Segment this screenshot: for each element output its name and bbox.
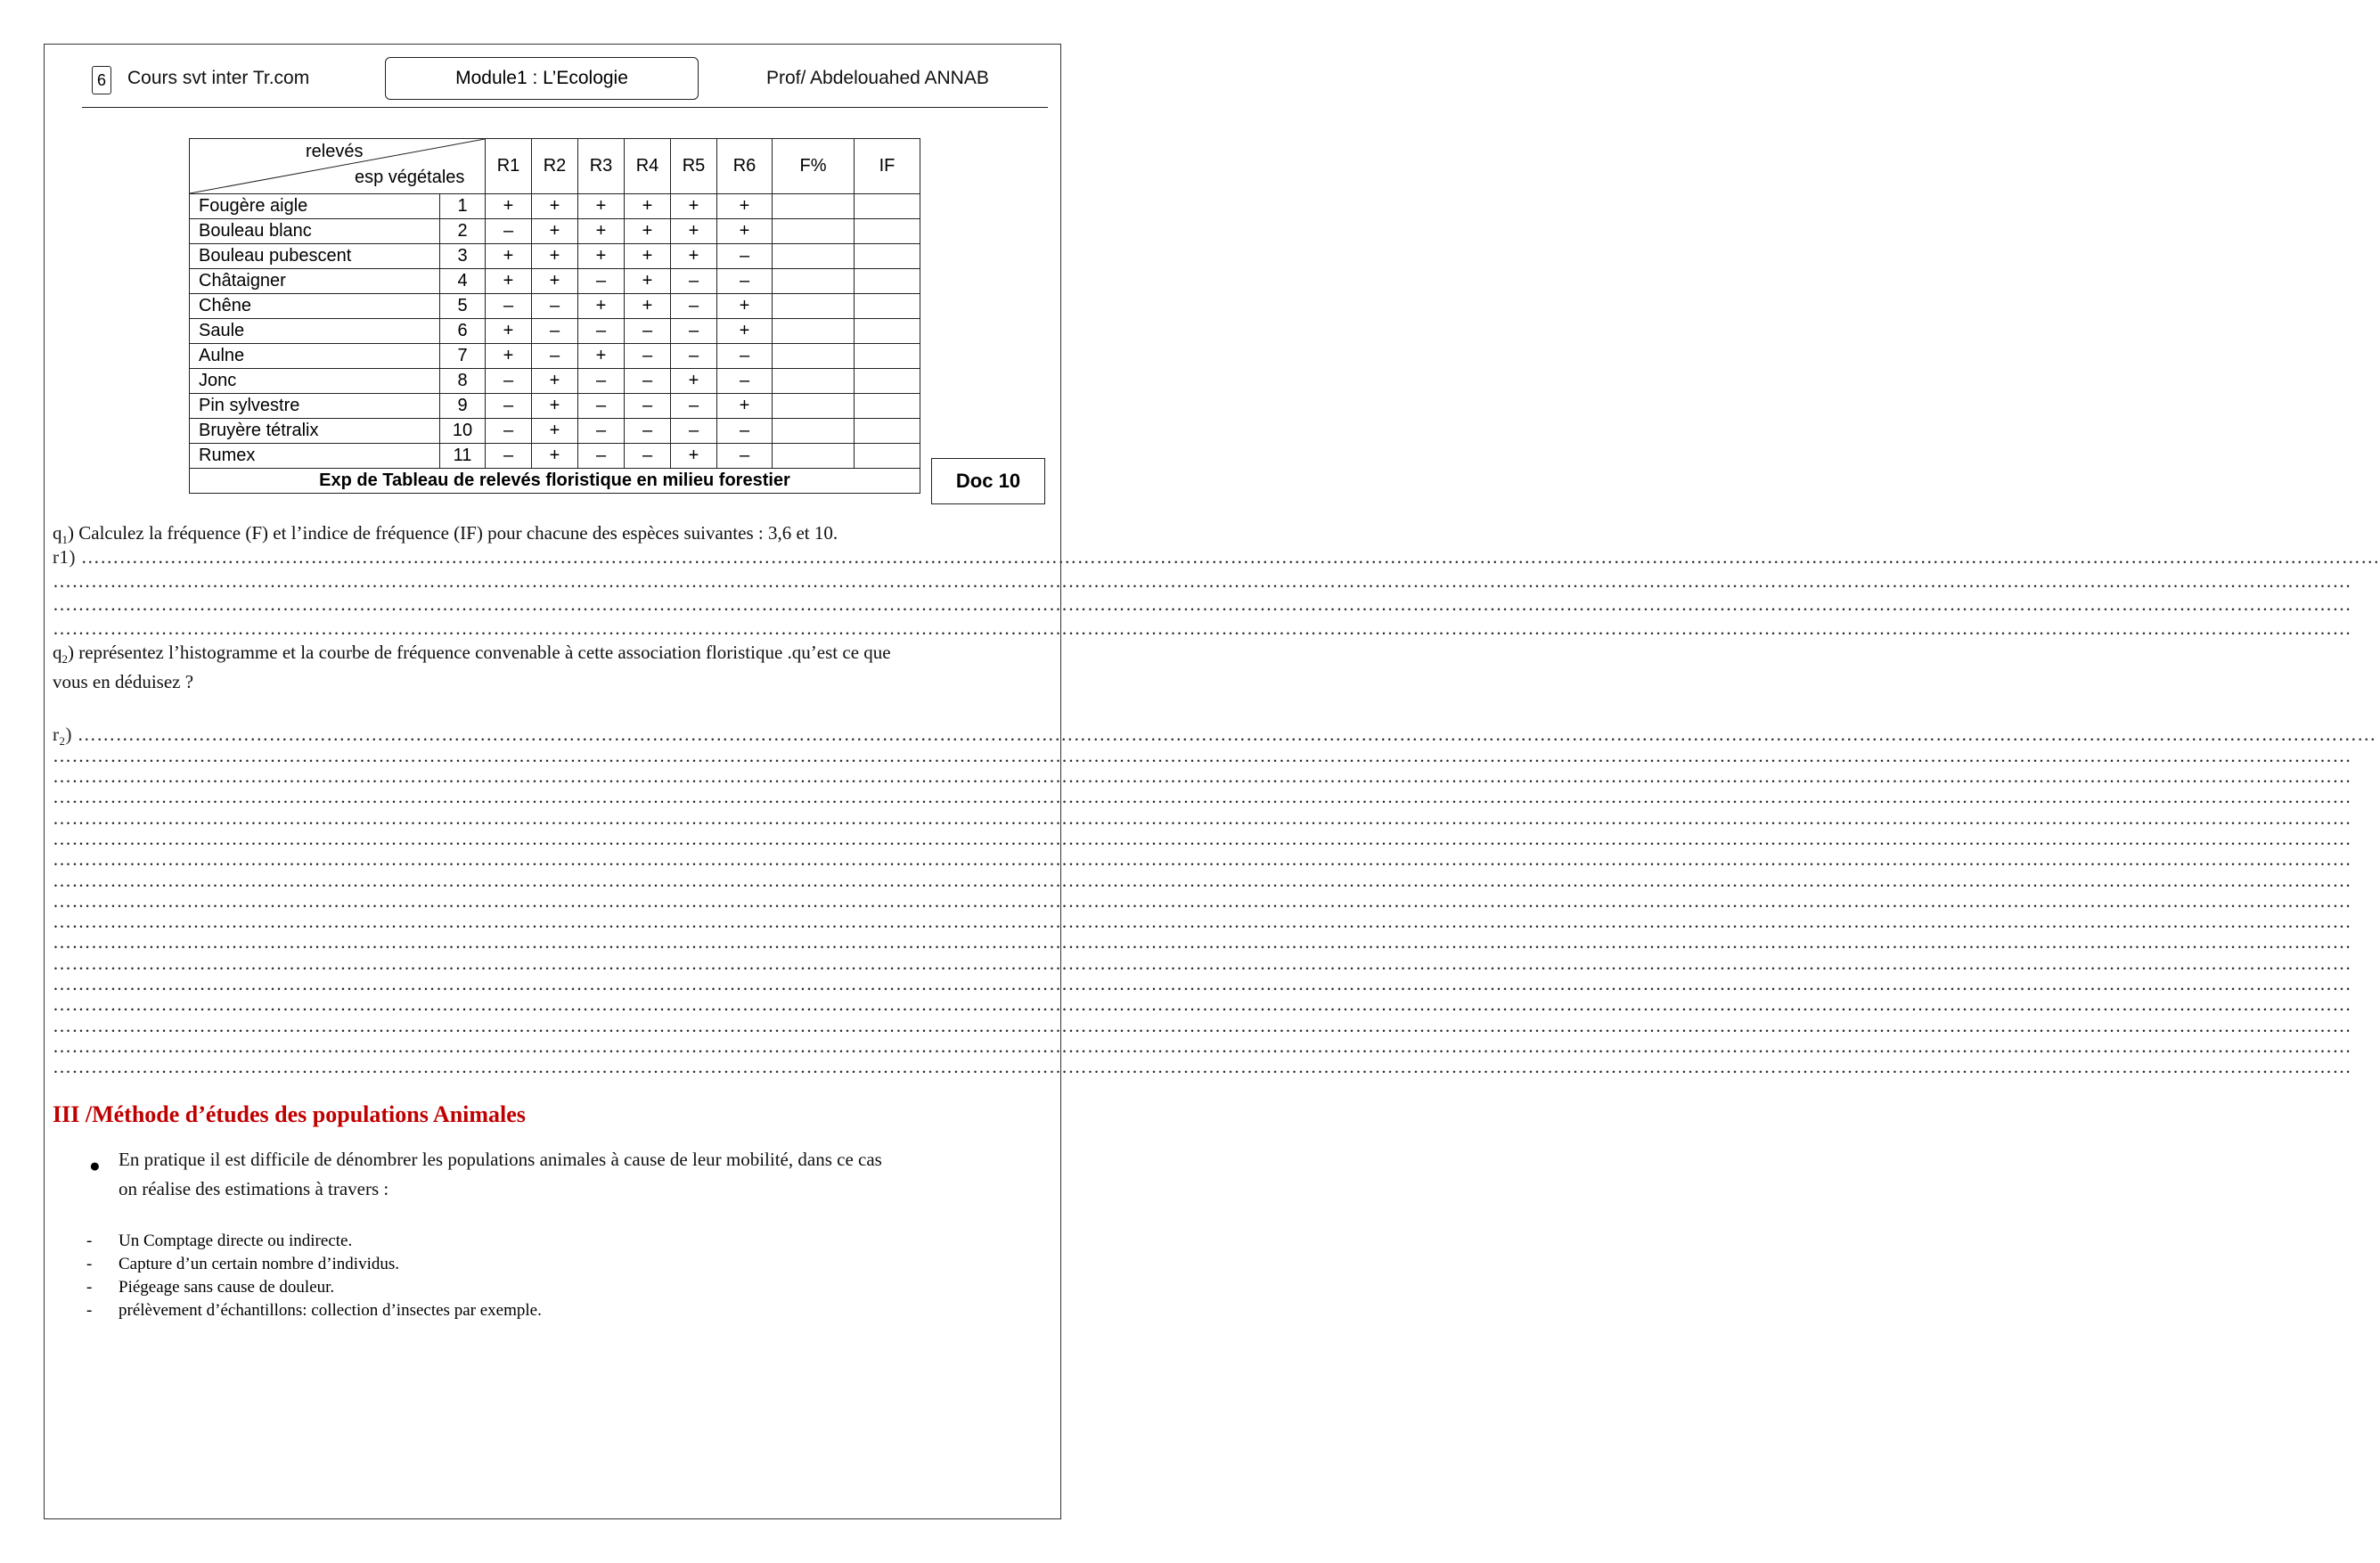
presence-cell: + (486, 194, 532, 219)
r2-sub: 2 (59, 734, 66, 749)
presence-cell: – (671, 419, 717, 444)
col-header: R3 (578, 139, 625, 194)
presence-cell: + (578, 344, 625, 369)
q2-sub: 2 (61, 652, 68, 667)
if-cell[interactable] (855, 294, 920, 319)
presence-cell: – (532, 319, 578, 344)
presence-cell: – (717, 369, 773, 394)
presence-cell: – (625, 394, 671, 419)
presence-cell: – (717, 344, 773, 369)
list-item: prélèvement d’échantillons: collection d’insectes par exemple. (119, 1301, 542, 1320)
presence-cell: + (671, 194, 717, 219)
species-number: 8 (440, 369, 486, 394)
answer-line: ……………………………………………………………………………………………………………………………………………………………………………………………………………………………………………………………………………………………………………………………… (53, 911, 2351, 932)
answer-line: ……………………………………………………………………………………………………………………………………………………………………………………………………………………………………………………………………………………………………………………………… (53, 593, 2351, 615)
presence-cell: – (486, 294, 532, 319)
presence-cell: – (486, 219, 532, 244)
if-cell[interactable] (855, 269, 920, 294)
presence-cell: + (532, 244, 578, 269)
species-number: 1 (440, 194, 486, 219)
r2-prefix: r (53, 724, 60, 745)
col-header: R2 (532, 139, 578, 194)
table-row (190, 319, 920, 344)
presence-cell: – (625, 369, 671, 394)
presence-cell: + (578, 194, 625, 219)
if-cell[interactable] (855, 419, 920, 444)
presence-cell: – (717, 244, 773, 269)
col-header: R5 (671, 139, 717, 194)
presence-cell: – (532, 344, 578, 369)
presence-cell: + (532, 419, 578, 444)
table-row (190, 419, 920, 444)
answer-line: ……………………………………………………………………………………………………………………………………………………………………………………………………………………………………………………………………………………………………………………………… (53, 807, 2351, 829)
table-row (190, 444, 920, 469)
bullet-icon: ● (89, 1155, 101, 1176)
author-name: Prof/ Abdelouahed ANNAB (766, 68, 989, 88)
answer-line: ……………………………………………………………………………………………………………………………………………………………………………………………………………………………………………………………………………………………………………………………… (53, 1015, 2351, 1036)
presence-cell: – (578, 444, 625, 469)
answer-line: r1) ……………………………………………………………………………………………………………………………………………………………………………………………………………………………………………………………………………………………………………………………… (53, 546, 2380, 568)
species-name: Fougère aigle (190, 194, 440, 219)
species-name: Chêne (190, 294, 440, 319)
answer-line: ……………………………………………………………………………………………………………………………………………………………………………………………………………………………………………………………………………………………………………………………… (53, 870, 2351, 891)
answer-line: ……………………………………………………………………………………………………………………………………………………………………………………………………………………………………………………………………………………………………………………………… (53, 786, 2351, 807)
answer-line: ……………………………………………………………………………………………………………………………………………………………………………………………………………………………………………………………………………………………………………………………… (53, 1035, 2351, 1057)
answer-line: ……………………………………………………………………………………………………………………………………………………………………………………………………………………………………………………………………………………………………………………………… (53, 618, 2351, 639)
r1-label: r1) (53, 546, 81, 568)
answer-line: ……………………………………………………………………………………………………………………………………………………………………………………………………………………………………………………………………………………………………………………………… (53, 570, 2351, 592)
presence-cell: – (486, 394, 532, 419)
bullet-para-line2: on réalise des estimations à travers : (119, 1178, 389, 1199)
presence-cell: + (578, 244, 625, 269)
page-number: 6 (92, 66, 111, 94)
col-header: R1 (486, 139, 532, 194)
presence-cell: – (578, 394, 625, 419)
r2-suffix: ) (65, 724, 78, 745)
presence-cell: + (532, 219, 578, 244)
presence-cell: + (532, 269, 578, 294)
species-number: 4 (440, 269, 486, 294)
species-number: 5 (440, 294, 486, 319)
presence-cell: + (532, 194, 578, 219)
list-item: Capture d’un certain nombre d’individus. (119, 1255, 400, 1273)
presence-cell: – (486, 444, 532, 469)
presence-cell: + (532, 394, 578, 419)
presence-cell: – (625, 319, 671, 344)
presence-cell: – (717, 269, 773, 294)
answer-line: ……………………………………………………………………………………………………………………………………………………………………………………………………………………………………………………………………………………………………………………………… (53, 848, 2351, 870)
presence-cell: + (717, 194, 773, 219)
if-cell[interactable] (855, 219, 920, 244)
presence-cell: + (486, 344, 532, 369)
species-name: Pin sylvestre (190, 394, 440, 419)
frequency-cell[interactable] (773, 319, 855, 344)
species-name: Bruyère tétralix (190, 419, 440, 444)
question-2-line2: vous en déduisez ? (53, 671, 194, 692)
answer-line: ……………………………………………………………………………………………………………………………………………………………………………………………………………………………………………………………………………………………………………………………… (53, 953, 2351, 974)
presence-cell: + (671, 444, 717, 469)
dash-marker: - (86, 1232, 93, 1250)
presence-cell: – (671, 294, 717, 319)
table-row (190, 344, 920, 369)
dash-marker: - (86, 1278, 93, 1297)
species-name: Bouleau blanc (190, 219, 440, 244)
presence-cell: – (578, 319, 625, 344)
presence-cell: + (671, 369, 717, 394)
presence-cell: + (717, 394, 773, 419)
dash-marker: - (86, 1301, 93, 1320)
if-cell[interactable] (855, 319, 920, 344)
presence-cell: + (625, 294, 671, 319)
answer-line: ……………………………………………………………………………………………………………………………………………………………………………………………………………………………………………………………………………………………………………………………… (53, 1056, 2351, 1077)
species-name: Bouleau pubescent (190, 244, 440, 269)
answer-line: ……………………………………………………………………………………………………………………………………………………………………………………………………………………………………………………………………………………………………………………………… (53, 890, 2351, 912)
frequency-cell[interactable] (773, 244, 855, 269)
table-row (190, 194, 920, 219)
bullet-para-line1: En pratique il est difficile de dénombrer les populations animales à cause de leur mobilité, dans ce cas (119, 1149, 882, 1170)
answer-line: ……………………………………………………………………………………………………………………………………………………………………………………………………………………………………………………………………………………………………………………………… (53, 994, 2351, 1015)
presence-cell: – (486, 369, 532, 394)
frequency-cell[interactable] (773, 219, 855, 244)
species-number: 10 (440, 419, 486, 444)
presence-cell: + (486, 269, 532, 294)
q2-line1: ) représentez l’histogramme et la courbe de fréquence convenable à cette association floristique .qu’est ce que (68, 642, 891, 663)
frequency-cell[interactable] (773, 269, 855, 294)
q1-text: ) Calculez la fréquence (F) et l’indice de fréquence (IF) pour chacune des espèces suivantes : 3,6 et 10. (68, 522, 838, 544)
presence-cell: + (625, 194, 671, 219)
frequency-cell[interactable] (773, 344, 855, 369)
if-cell[interactable] (855, 444, 920, 469)
species-number: 6 (440, 319, 486, 344)
table-row (190, 394, 920, 419)
col-header: R6 (717, 139, 773, 194)
presence-cell: – (717, 444, 773, 469)
presence-cell: – (532, 294, 578, 319)
col-header: F% (773, 139, 855, 194)
presence-cell: + (486, 244, 532, 269)
presence-cell: – (578, 269, 625, 294)
presence-cell: + (671, 244, 717, 269)
q2-prefix: q (53, 642, 62, 663)
presence-cell: – (578, 419, 625, 444)
species-name: Aulne (190, 344, 440, 369)
releves-table (189, 138, 920, 494)
presence-cell: + (578, 294, 625, 319)
presence-cell: + (625, 244, 671, 269)
frequency-cell[interactable] (773, 444, 855, 469)
presence-cell: – (671, 394, 717, 419)
site-name: Cours svt inter Tr.com (127, 68, 310, 88)
question-1 (53, 522, 838, 547)
species-number: 2 (440, 219, 486, 244)
presence-cell: – (486, 419, 532, 444)
q1-sub: 1 (61, 533, 68, 547)
header-rule (82, 107, 1048, 108)
species-number: 7 (440, 344, 486, 369)
list-item: Piégeage sans cause de douleur. (119, 1278, 335, 1297)
presence-cell: – (625, 419, 671, 444)
presence-cell: + (625, 269, 671, 294)
presence-cell: + (717, 319, 773, 344)
if-cell[interactable] (855, 394, 920, 419)
doc-label: Doc 10 (931, 458, 1045, 504)
corner-label-releves: relevés (306, 142, 364, 161)
table-row (190, 244, 920, 269)
presence-cell: – (578, 369, 625, 394)
species-name: Châtaigner (190, 269, 440, 294)
table-row (190, 269, 920, 294)
presence-cell: + (532, 444, 578, 469)
question-2 (53, 642, 891, 667)
answer-line: ……………………………………………………………………………………………………………………………………………………………………………………………………………………………………………………………………………………………………………………………… (53, 973, 2351, 994)
frequency-cell[interactable] (773, 369, 855, 394)
col-header: R4 (625, 139, 671, 194)
corner-label-especes: esp végétales (355, 168, 465, 187)
frequency-cell[interactable] (773, 194, 855, 219)
answer-line: ……………………………………………………………………………………………………………………………………………………………………………………………………………………………………………………………………………………………………………………………… (53, 765, 2351, 787)
if-cell[interactable] (855, 194, 920, 219)
presence-cell: – (717, 419, 773, 444)
table-caption: Exp de Tableau de relevés floristique en milieu forestier (190, 469, 920, 494)
presence-cell: + (532, 369, 578, 394)
if-cell[interactable] (855, 244, 920, 269)
presence-cell: + (671, 219, 717, 244)
table-corner-header (190, 139, 486, 194)
presence-cell: + (717, 294, 773, 319)
table-row (190, 294, 920, 319)
list-item: Un Comptage directe ou indirecte. (119, 1232, 353, 1250)
species-name: Rumex (190, 444, 440, 469)
species-number: 9 (440, 394, 486, 419)
frequency-cell[interactable] (773, 419, 855, 444)
frequency-cell[interactable] (773, 294, 855, 319)
answer-line: $r_2$) ……………………………………………………………………………………………………………………………………………………………………………………………………………………………………………………………………………………………………………………………… (53, 724, 2376, 749)
presence-cell: + (625, 219, 671, 244)
dash-marker: - (86, 1255, 93, 1273)
presence-cell: – (625, 444, 671, 469)
presence-cell: + (486, 319, 532, 344)
table-row (190, 369, 920, 394)
if-cell[interactable] (855, 344, 920, 369)
presence-cell: – (671, 344, 717, 369)
species-number: 3 (440, 244, 486, 269)
presence-cell: – (625, 344, 671, 369)
presence-cell: – (671, 269, 717, 294)
presence-cell: + (578, 219, 625, 244)
table-row (190, 219, 920, 244)
presence-cell: + (717, 219, 773, 244)
frequency-cell[interactable] (773, 394, 855, 419)
answer-line: ……………………………………………………………………………………………………………………………………………………………………………………………………………………………………………………………………………………………………………………………… (53, 931, 2351, 953)
section-title: III /Méthode d’études des populations Animales (53, 1101, 526, 1127)
q1-prefix: q (53, 522, 62, 544)
species-name: Saule (190, 319, 440, 344)
answer-line: ……………………………………………………………………………………………………………………………………………………………………………………………………………………………………………………………………………………………………………………………… (53, 745, 2351, 766)
col-header: IF (855, 139, 920, 194)
species-number: 11 (440, 444, 486, 469)
species-name: Jonc (190, 369, 440, 394)
presence-cell: – (671, 319, 717, 344)
module-title: Module1 : L’Ecologie (385, 57, 699, 100)
answer-line: ……………………………………………………………………………………………………………………………………………………………………………………………………………………………………………………………………………………………………………………………… (53, 828, 2351, 849)
if-cell[interactable] (855, 369, 920, 394)
